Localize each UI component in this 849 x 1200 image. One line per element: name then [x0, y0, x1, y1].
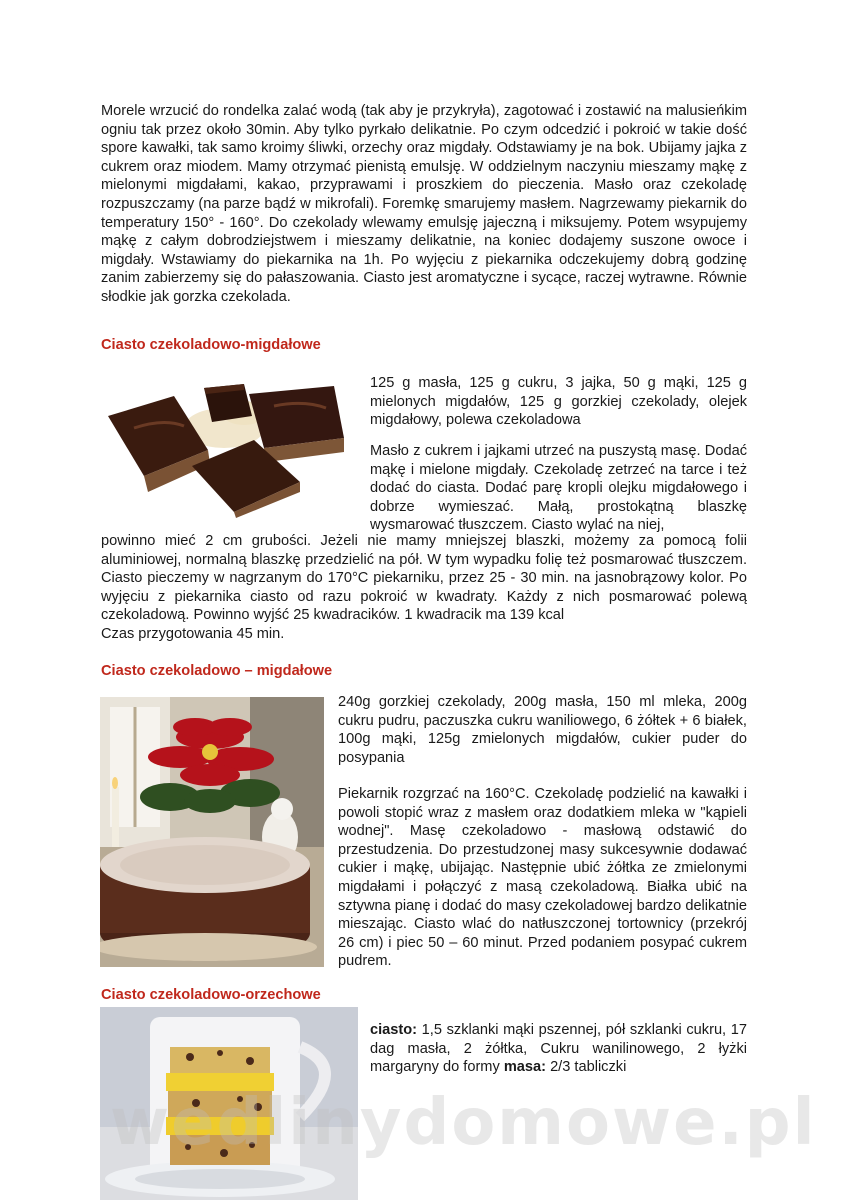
- recipe1-steps-full: powinno mieć 2 cm grubości. Jeżeli nie mamy mniejszej blaszki, możemy za pomocą folii aluminiowej, normalną blaszkę przedzielić na pół. W tym wypadku folię też posmarować tłuszczem. Ciasto pieczemy w nagrzanym do 170°C piekarniku, przez 25 - 30 min. na jasnobrązowy kolor. Po wyjęciu z piekarnika ciasto od razu pokroić w kwadraty. Każdy z nich posmarować polewą czekoladową. Powinno wyjść 25 kwadracików. 1 kwadracik ma 139 kcal: [101, 533, 747, 624]
- mass-label: masa:: [503, 1059, 547, 1076]
- recipe2-ingredients: 240g gorzkiej czekolady, 200g masła, 150 ml mleka, 200g cukru pudru, paczuszka cukru waniliowego, 6 żółtek + 6 białek, 100g mąki, 125g zmielonych migdałów, cukier puder do posypania: [338, 694, 747, 766]
- recipe2-title: Ciasto czekoladowo – migdałowe: [101, 663, 333, 679]
- recipe2-steps: Piekarnik rozgrzać na 160°C. Czekoladę podzielić na kawałki i powoli stopić wraz z masłem oraz dodatkiem mleka w "kąpieli wodnej". Masę czekoladowo - masłową odstawić do przestudzenia. Do przestudzonej masy sukcesywnie dodawać cukier i mąkę, ubijając. Następnie ubić żółtka ze zmielonymi migdałami i połączyć z masą czekoladową. Białka ubić na sztywna pianę i dodać do masy czekoladowej bardzo delikatnie mieszając. Ciasto wlać do natłuszczonej tortownicy (przekrój 26 cm) i piec 50 – 60 minut. Przed podaniem posypać cukrem pudrem.: [338, 786, 747, 970]
- mass-text: 2/3 tabliczki: [546, 1059, 627, 1076]
- recipe3-ingredients: [370, 1021, 747, 1077]
- site-watermark: wedlinydomowe.pl: [110, 1086, 817, 1160]
- recipe1-ingredients: 125 g masła, 125 g cukru, 3 jajka, 50 g mąki, 125 g mielonych migdałów, 125 g gorzkiej czekolady, olejek migdałowy, polewa czekoladowa: [370, 375, 747, 429]
- dough-text: 1,5 szklanki mąki pszennej, pół szklanki cukru, 17 dag masła, 2 żółtka, Cukru wanilinowego, 2 łyżki margaryny do formy: [370, 1022, 747, 1076]
- chocolate-squares-image: [104, 378, 350, 518]
- chocolate-cake-poinsettia-image: [100, 697, 324, 967]
- recipe1-time: Czas przygotowania 45 min.: [101, 626, 285, 642]
- recipe3-title: Ciasto czekoladowo-orzechowe: [101, 987, 321, 1003]
- recipe1-steps-side: Masło z cukrem i jajkami utrzeć na puszystą masę. Dodać mąkę i mielone migdały. Czekoladę zetrzeć na tarce i też dodać do ciasta. Dodać parę kropli olejku migdałowego i dobrze wymieszać. Małą, prostokątną blaszkę wysmarować tłuszczem. Ciasto wylać na niej,: [370, 443, 747, 534]
- intro-paragraph: Morele wrzucić do rondelka zalać wodą (tak aby je przykryła), zagotować i zostawić na malusieńkim ogniu tak przez około 30min. Aby tylko pyrkało delikatnie. Po czym odcedzić i pokroić w takie dość spore kawałki, tak samo kroimy śliwki, orzechy oraz migdały. Odstawiamy je na bok. Ubijamy jajka z cukrem oraz miodem. Mamy otrzymać pienistą emulsję. W oddzielnym naczyniu mieszamy mąkę z mielonymi migdałami, kakao, przyprawami i proszkiem do pieczenia. Masło oraz czekoladę rozpuszczamy (na parze bądź w mikrofali). Foremkę smarujemy masłem. Nagrzewamy piekarnik do temperatury 150° - 160°. Do czekolady wlewamy emulsję jajeczną i miksujemy. Potem wsypujemy mąkę z całym dobrodziejstwem i mieszamy delikatnie, na koniec dodajemy suszone owoce i migdały. Wstawiamy do piekarnika na 1h. Po wyjęciu z piekarnika odczekujemy dobrą godzinę zanim zabierzemy się do pałaszowania. Ciasto jest aromatyczne i sycące, raczej wytrawne. Równie słodkie jak gorzka czekolada.: [101, 103, 747, 305]
- recipe1-title: Ciasto czekoladowo-migdałowe: [101, 337, 321, 353]
- dough-label: ciasto:: [370, 1022, 418, 1038]
